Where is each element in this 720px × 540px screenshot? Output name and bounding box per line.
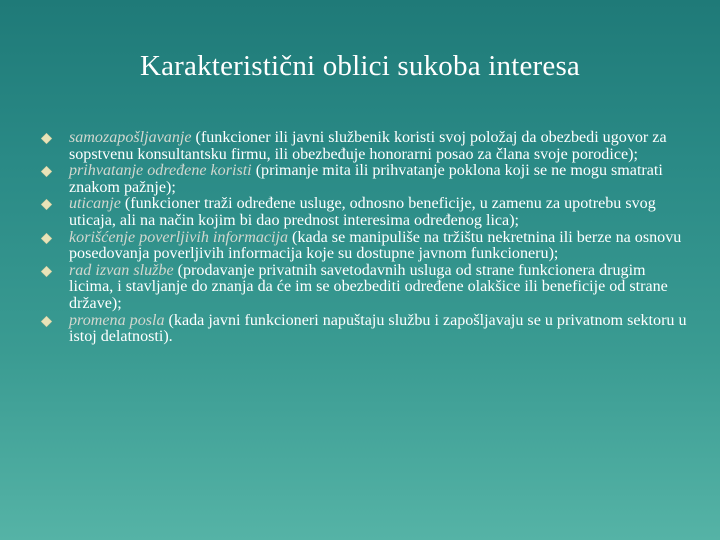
- list-item: [40, 163, 690, 196]
- item-term: korišćenje poverljivih informacija: [69, 228, 289, 246]
- list-item: [40, 130, 690, 163]
- item-description: (kada se manipuliše na tržištu nekretnina ili berze na osnovu posedovanja poverljivih informacija koje su dostupne javnom funkcioneru);: [69, 228, 682, 263]
- item-description: (kada javni funkcioneri napuštaju službu i zapošljavaju se u privatnom sektoru u istoj delatnosti).: [69, 311, 687, 346]
- diamond-bullet-icon: [42, 316, 52, 326]
- diamond-bullet-icon: [42, 266, 52, 276]
- slide-title: Karakteristični oblici sukoba interesa: [139, 50, 581, 82]
- list-item: [40, 263, 690, 313]
- item-description: (funkcioner traži određene usluge, odnosno beneficije, u zamenu za upotrebu svog uticaja, ali na način kojim bi dao prednost interesima određenog lica);: [69, 195, 656, 229]
- diamond-bullet-icon: [42, 134, 52, 144]
- list-item: [40, 196, 690, 229]
- item-term: prihvatanje određene koristi: [69, 162, 252, 180]
- item-term: promena posla: [69, 311, 165, 329]
- item-term: rad izvan službe: [69, 261, 174, 279]
- list-item: [40, 313, 690, 346]
- diamond-bullet-icon: [42, 200, 52, 210]
- diamond-bullet-icon: [42, 167, 52, 177]
- item-term: uticanje: [69, 195, 121, 213]
- item-description: (primanje mita ili prihvatanje poklona koji se ne mogu smatrati znakom pažnje);: [69, 162, 663, 196]
- diamond-bullet-icon: [42, 233, 52, 243]
- item-term: samozapošljavanje: [69, 129, 192, 146]
- bullet-list: [40, 130, 690, 346]
- item-description: (prodavanje privatnih savetodavnih usluga od strane funkcionera drugim licima, i stavljanje do znanja da će im se obezbediti određene olakšice ili beneficije od strane države);: [69, 261, 668, 312]
- item-description: (funkcioner ili javni službenik koristi svoj položaj da obezbedi ugovor za sopstvenu konsultantsku firmu, ili obezbeđuje honorarni posao za člana svoje porodice);: [69, 129, 667, 163]
- list-item: [40, 230, 690, 263]
